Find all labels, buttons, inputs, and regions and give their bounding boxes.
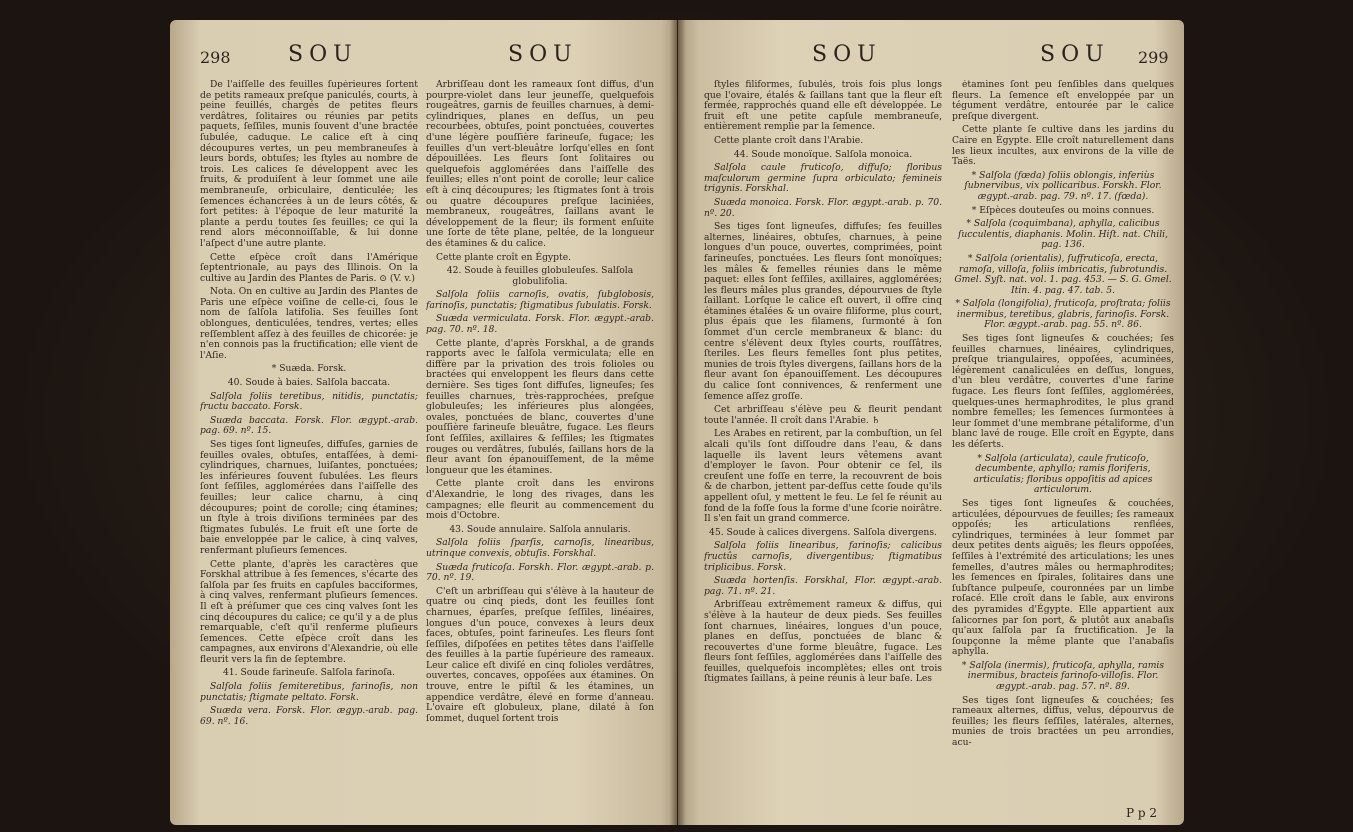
paragraph: * Salſola (articulata), caule fruticoſo, decumbente, aphyllo; ramis floriferis, articulatis; floribus oppoſitis ad apices articulorum. (973, 452, 1153, 496)
paragraph: Cette eſpèce croît dans l'Amérique ſeptentrionale, au pays des Illinois. On la cultive au Jardin des Plantes de Paris. ⊙ (V. v.) (200, 251, 418, 284)
left-page-number: 298 (200, 48, 231, 67)
paragraph: ſtyles filiformes, ſubulés, trois fois plus longs que l'ovaire, étalés & ſaillans tant que la fleur eſt fermée, rapprochés quand elle eſt développée. Le fruit eſt une petite capſule membraneuſe, entièrement remplie par la ſemence. (704, 80, 942, 133)
paragraph: Salſola foliis ſparſis, carnoſis, linearibus, utrinque convexis, obtuſis. Forskhal. (426, 537, 654, 559)
paragraph: * Suæda. Forsk. (271, 363, 347, 375)
paragraph: Ses tiges ſont ligneuſes & couchées; ſes rameaux alternes, diffus, velus, dépourvus de feuilles; les fleurs ſeſſiles, latérales, alternes, munies de trois bractées un peu arrondies, acu- (952, 694, 1174, 749)
paragraph: Salſola foliis ſemiteretibus, farinoſis, non punctatis; ſtigmate peltato. Forsk. (200, 681, 418, 703)
paragraph: Cette plante, d'après les caractères que Forskhal attribue à ſes ſemences, s'écarte des ſalſola par ſes fruits en capſules bacciformes, à cinq valves, renfermant pluſieurs ſemences. Il eſt à préſumer que ces cinq valves ſont les cinq découpures du calice; ce qu'il y a de plus remarquable, c'eſt qu'il renferme pluſieurs ſemences. Cette eſpèce croît dans les campagnes, aux environs d'Alexandrie, où elle fleurit vers la fin de ſeptembre. (200, 558, 418, 665)
paragraph: Cette plante, d'après Forskhal, a de grands rapports avec le ſalſola vermiculata; elle en diffère par la privation des trois folioles ou bractées qui enveloppent les fleurs dans cette dernière. Ses tiges ſont diffuſes, ligneuſes; ſes feuilles charnues, très-rapprochées, preſque globuleuſes; les inférieures plus alongées, ovales, ponctuées de blanc, couvertes d'une pouſſière farineuſe bleuâtre, fugace. Les fleurs ſont ſeſſiles, axillaires & ſeſſiles; les ſtigmates rouges ou verdâtres, ſubulés, ſaillans hors de la fleur avant ſon épanouiſſement, de la même longueur que les étamines. (426, 337, 654, 476)
paragraph: Ses tiges ſont ligneuſes, diffuſes; ſes feuilles alternes, linéaires, obtuſes, charnues, à peine longues d'un pouce, ouvertes, comprimées, point farineuſes, ponctuées. Les fleurs ſont monoïques; les mâles & femelles réunies dans le même paquet: elles ſont ſeſſiles, axillaires, agglomérées; les fleurs mâles plus grandes, dépourvues de ſtyle ſaillant. Lorſque le calice eſt ouvert, il offre cinq étamines étalées & un ovaire filiforme, plus court, plus épais que les filamens, ſurmonté à ſon ſommet d'un cercle membraneux & blanc: du centre s'élèvent deux ſtyles courts, rouſſâtres, ſteriles. Les fleurs femelles ſont plus petites, munies de trois ſtyles divergens, ſaillans hors de la fleur avant ſon épanouiſſement. Les découpures du calice ſont connivences, & renferment une ſemence aſſez groſſe. (704, 221, 942, 402)
signature-mark: P p 2 (1126, 806, 1158, 820)
paragraph: Salſola caule fruticoſo, diffuſo; floribus maſculorum germine ſupra orbiculato; femineis trigynis. Forskhal. (704, 162, 942, 195)
paragraph: Suæda fruticoſa. Forskh. Flor. ægypt.-arab. p. 70. nº. 19. (426, 561, 654, 584)
paragraph: Suæda vermiculata. Forsk. Flor. ægypt.-arab. pag. 70. nº. 18. (426, 313, 654, 336)
paragraph: Arbriſſeau dont les rameaux ſont diffus, d'un pourpre-violet dans leur jeuneſſe, quelquefois rougeâtres, garnis de feuilles charnues, à demi-cylindriques, planes en deſſus, un peu recourbées, obtuſes, point ponctuées, couvertes d'une légère pouſſière farineuſe, fugace; les feuilles d'un vert-bleuâtre lorſqu'elles en ſont dépouillées. Les fleurs ſont ſolitaires ou quelquefois agglomérées dans l'aiſſelle des feuilles; elles n'ont point de corolle; leur calice eſt à cinq découpures; les ſtigmates ſont à trois ou quatre découpures preſque laciniées, membraneux, rougeâtres, ſaillans avant le développement de la fleur; ils forment enſuite une ſorte de tête plane, peltée, de la longueur des étamines & du calice. (426, 80, 654, 249)
left-header-right: SOU (508, 42, 578, 67)
paragraph: Suæda baccata. Forsk. Flor. ægypt.-arab. pag. 69. nº. 15. (200, 414, 418, 437)
left-column-1 (200, 80, 418, 820)
left-header-left: SOU (288, 42, 358, 67)
paragraph: * Salſola (orientalis), ſuffruticoſa, erecta, ramoſa, villoſa, foliis imbricatis, ſubrotundis. Gmel. Syſt. nat. vol. 1. pag. 453. — S. G. Gmel. Itin. 4. pag. 47. tab. 5. (954, 252, 1172, 296)
paragraph: Cette plante ſe cultive dans les jardins du Caire en Égypte. Elle croît naturellement dans les lieux incultes, aux environs de la ville de Taës. (952, 124, 1174, 168)
paragraph: * Salſola (longifolia), fruticoſa, proſtrata; foliis inermibus, teretibus, glabris, farinoſis. Forsk. Flor. ægypt.-arab. pag. 55. nº. 86. (955, 298, 1171, 331)
paragraph: Cette plante croît dans l'Arabie. (714, 134, 864, 146)
paragraph: Suæda vera. Forsk. Flor. ægyp.-arab. pag. 69. nº. 16. (200, 705, 418, 727)
right-column-2 (952, 80, 1174, 820)
paragraph: Suæda hortenſis. Forskhal, Flor. ægypt.-arab. pag. 71. nº. 21. (704, 575, 942, 597)
paragraph: De l'aiſſelle des feuilles ſupérieures ſortent de petits rameaux preſque paniculés, courts, à peine feuillés, chargés de petites fleurs verdâtres, ſolitaires ou réunies par petits paquets, ſeſſiles, munis ſouvent d'une bractée ſubulée, caduque. Le calice eſt à cinq découpures vertes, un peu membraneuſes à leurs bords, obtuſes; les ſtyles au nombre de trois. Les calices ſe développent avec les fruits, & produiſent à leur ſommet une aile membraneuſe, orbiculaire, denticulée; les ſemences échancrées à un de leurs côtés, & fort petites: à l'époque de leur maturité la plante a perdu toutes ſes feuilles; ce qui la rend alors méconnoiſſable, & lui donne l'aſpect d'une autre plante. (200, 80, 418, 249)
paragraph: C'eſt un arbriſſeau qui s'élève à la hauteur de quatre ou cinq pieds, dont les feuilles ſont charnues, éparſes, preſque ſeſſiles, linéaires, longues d'un pouce, convexes à leurs deux faces, obtuſes, point farineuſes. Les fleurs ſont ſeſſiles, diſpoſées en petites têtes dans l'aiſſelle des feuilles à la partie ſupérieure des rameaux. Leur calice eſt diviſé en cinq folioles verdâtres, ouvertes, concaves, oppoſées aux étamines. On trouve, entre le piſtil & les étamines, un appendice verdâtre, élevé en forme d'anneau. L'ovaire eſt globuleux, plane, dilaté à ſon ſommet, duquel ſortent trois (426, 585, 654, 724)
paragraph: 42. Soude à feuilles globuleuſes. Salſola globulifolia. (446, 265, 634, 287)
paragraph: Cette plante croît dans les environs d'Alexandrie, le long des rivages, dans les campagnes; elle fleurit au commencement du mois d'Octobre. (426, 478, 654, 522)
book-gutter (670, 20, 686, 825)
paragraph: * Salſola (coquimbana), aphylla, calicibus ſucculentis, diaphanis. Molin. Hiſt. nat. Chili, pag. 136. (957, 218, 1169, 251)
paragraph: Ses tiges ſont ligneuſes, diffuſes, garnies de feuilles ovales, obtuſes, entaſſées, à demi-cylindriques, charnues, luiſantes, ponctuées; les inférieures ſouvent ſubulées. Les fleurs ſont ſeſſiles, agglomérées dans l'aiſſelle des feuilles; leur calice charnu, à cinq découpures; point de corolle; cinq étamines; un ſtyle à trois diviſions terminées par des ſtigmates ſubulés. Le fruit eſt une ſorte de baie enveloppée par le calice, à cinq valves, renfermant pluſieurs ſemences. (200, 439, 418, 556)
paragraph: étamines ſont peu ſenſibles dans quelques fleurs. La ſemence eſt enveloppée par un tégument verdâtre, entourée par le calice preſque divergent. (952, 80, 1174, 122)
right-page-number: 299 (1138, 48, 1169, 67)
paragraph: Ses tiges ſont ligneuſes & couchées; ſes feuilles charnues, linéaires, cylindriques, preſque triangulaires, oppoſées, acuminées, légèrement canaliculées en deſſus, longues, d'un bleu verdâtre, couvertes d'une farine fugace. Les fleurs ſont ſeſſiles, agglomérées, quelques-unes hermaphrodites, le plus grand nombre femelles; les ſemences ſurmontées à leur ſommet d'une membrane pétaliforme, d'un blanc lavé de rouge. Elle croît en Égypte, dans les déſerts. (952, 333, 1174, 450)
paragraph: Arbriſſeau extrêmement rameux & diffus, qui s'élève à la hauteur de deux pieds. Ses feuilles ſont charnues, linéaires, longues d'un pouce, planes en deſſus, ponctuées de blanc & recouvertes d'une forme bleuâtre, fugace. Les fleurs ſont ſeſſiles, agglomérées dans l'aiſſelle des feuilles, quelquefois incomplètes; elles ont trois ſtigmates ſaillans, à peine réunis à leur baſe. Les (704, 599, 942, 685)
paragraph: 44. Soude monoïque. Salſola monoica. (733, 148, 913, 160)
paragraph: Salſola foliis carnoſis, ovatis, ſubglobosis, farinoſis, punctatis; ſtigmatibus ſubulatis. Forsk. (426, 289, 654, 311)
paragraph: Suæda monoica. Forsk. Flor. ægypt.-arab. p. 70. nº. 20. (704, 196, 942, 219)
paragraph: Ses tiges ſont ligneuſes & couchées, articulées, dépourvues de feuilles; ſes rameaux oppoſés; les articulations renflées, cylindriques, terminées à leur ſommet par deux petites dents aiguës; les fleurs oppoſées, ſeſſiles à l'extrémité des articulations; les unes femelles, d'autres mâles ou hermaphrodites; les ſemences en ſpirales, ſolitaires dans une ſubſtance pulpeuſe, couronnées par un limbe roſacé. Elle croît dans le ſable, aux environs des pyramides d'Égypte. Elle appartient aux ſalicornes par ſon port, & plutôt aux anabaſis qu'aux ſalſola par ſa fructification. Je la ſoupçonne la même plante que l'anabaſis aphylla. (952, 497, 1174, 658)
paragraph: Cette plante croît en Égypte. (436, 251, 572, 263)
paragraph: 43. Soude annulaire. Salſola annularis. (449, 523, 631, 535)
paragraph: Nota. On en cultive au Jardin des Plantes de Paris une eſpèce voiſine de celle-ci, ſous le nom de ſalſola latifolia. Ses feuilles ſont oblongues, denticulées, tendres, vertes; elles reſſemblent aſſez à des feuilles de chicorée: je n'en connois pas la fructification; elle vient de l'Aſie. (200, 286, 418, 361)
right-header-right: SOU (1040, 42, 1110, 67)
paragraph: Salſola foliis linearibus, farinoſis; calicibus fructûs carnoſis, divergentibus; ſtigmatibus triplicibus. Forsk. (704, 540, 942, 573)
paragraph: * Eſpèces douteuſes ou moins connues. (971, 204, 1155, 216)
paragraph: Les Arabes en retirent, par la combuſtion, un ſel alcali qu'ils ſont diſſoudre dans l'eau, & dans laquelle ils lavent leurs vêtemens avant d'employer le ſavon. Pour obtenir ce ſel, ils creuſent une foſſe en terre, la recouvrent de bois & de charbon, jettent par-deſſus cette ſoude qu'ils appellent oſul, y mettent le feu. Le ſel ſe réunit au fond de la foſſe ſous la forme d'une ſcorie noirâtre. Il s'en fait un grand commerce. (704, 428, 942, 525)
right-column-1 (704, 80, 942, 820)
paragraph: 40. Soude à baies. Salſola baccata. (227, 377, 391, 389)
paragraph: 45. Soude à calices divergens. Salſola divergens. (709, 526, 937, 538)
paragraph: * Salſola (inermis), fruticoſa, aphylla, ramis inermibus, bracteis farinoſo-villoſis. Flor. ægypt.-arab. pag. 57. nº. 89. (961, 659, 1165, 693)
paragraph: Salſola foliis teretibus, nitidis, punctatis; fructu baccato. Forsk. (200, 390, 418, 413)
left-column-2 (426, 80, 654, 820)
paragraph: Cet arbriſſeau s'élève peu & fleurit pendant toute l'année. Il croît dans l'Arabie. ♄ (704, 404, 942, 426)
right-header-left: SOU (812, 42, 882, 67)
paragraph: * Salſola (fœda) ſoliis oblongis, inferiùs ſubnervibus, vix pollicaribus. Forskh. Flor. ægypt.-arab. pag. 79. nº. 17. (fœda). (964, 169, 1162, 202)
paragraph: 41. Soude farineuſe. Salſola farinoſa. (222, 667, 396, 679)
